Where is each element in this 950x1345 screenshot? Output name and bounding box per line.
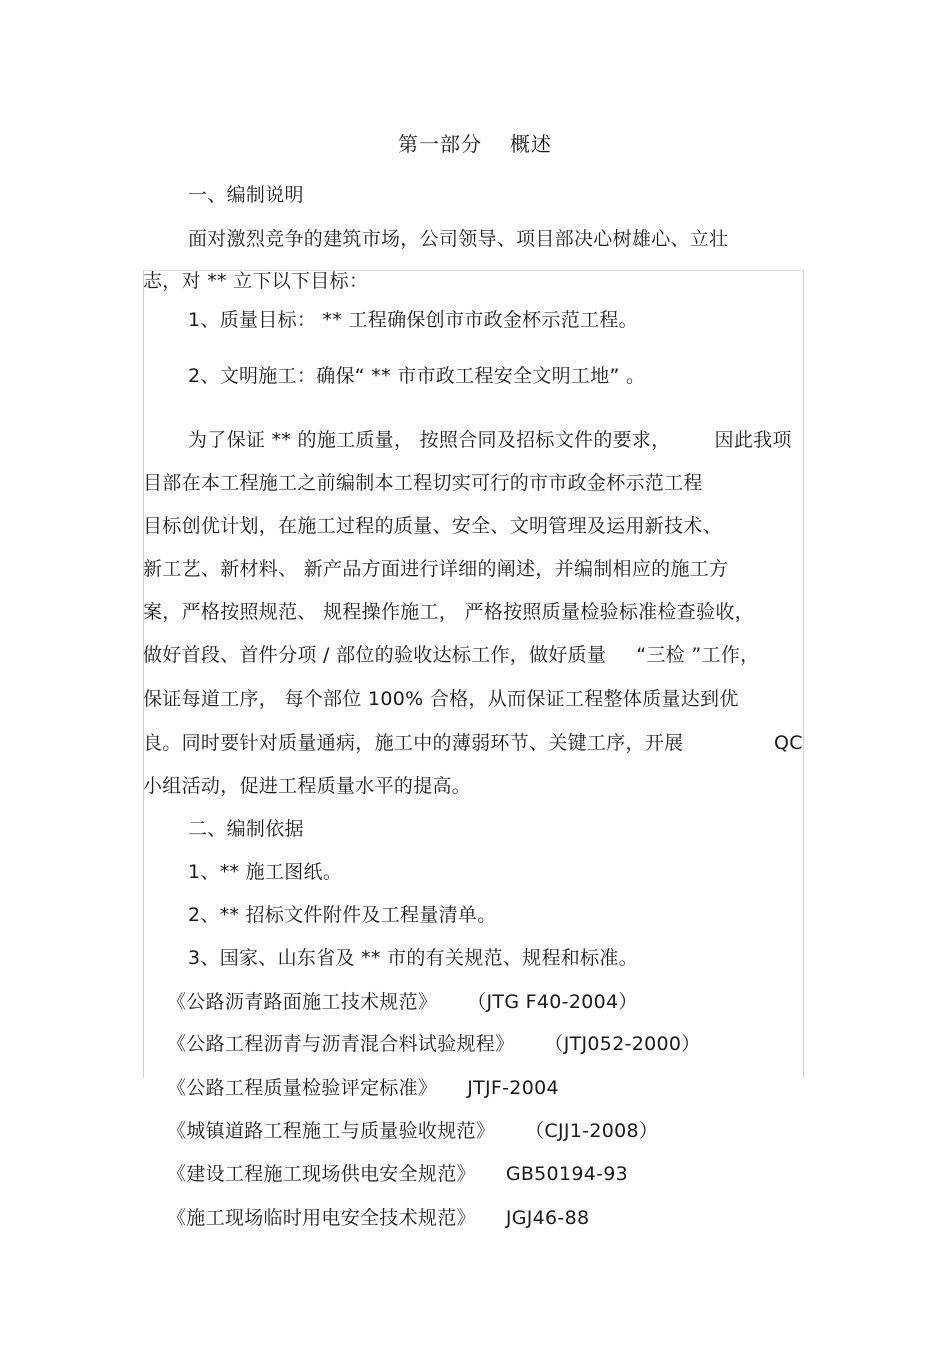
standard-name: 《公路工程沥青与沥青混合料试验规程》 [167, 1033, 515, 1055]
goal-civilized-construction: 2、文明施工：确保“ ** 市市政工程安全文明工地” 。 [188, 365, 646, 387]
para-line-9: 小组活动，促进工程质量水平的提高。 [143, 775, 472, 797]
standard-item [167, 1162, 628, 1186]
standard-code: JTJF-2004 [467, 1077, 559, 1099]
standard-code: GB50194-93 [505, 1163, 629, 1185]
basis-item-1: 1、** 施工图纸。 [188, 861, 343, 883]
goal-quality: 1、质量目标： ** 工程确保创市市政金杯示范工程。 [188, 309, 638, 331]
para-line-1 [188, 428, 792, 452]
para-line-3: 目标创优计划，在施工过程的质量、安全、文明管理及运用新技术、 [143, 515, 723, 537]
standard-code: JGJ46-88 [505, 1207, 590, 1229]
para-line-6 [143, 643, 759, 667]
para-line-1-b: 因此我项 [714, 429, 792, 451]
standard-name: 《施工现场临时用电安全技术规范》 [167, 1207, 476, 1229]
title-name: 概述 [510, 132, 552, 156]
standard-name: 《公路工程质量检验评定标准》 [167, 1077, 438, 1099]
standard-name: 《建设工程施工现场供电安全规范》 [167, 1163, 476, 1185]
standard-name: 《公路沥青路面施工技术规范》 [167, 991, 438, 1013]
standard-item [167, 1206, 589, 1230]
para-line-6-a: 做好首段、首件分项 / 部位的验收达标工作，做好质量 [143, 644, 607, 666]
title-part: 第一部分 [398, 132, 482, 156]
para-line-8-qc: QC [774, 732, 803, 754]
intro-line-2: 志，对 ** 立下以下目标： [143, 270, 369, 292]
standard-item [167, 1076, 559, 1100]
page-title [398, 132, 552, 156]
basis-item-3: 3、国家、山东省及 ** 市的有关规范、规程和标准。 [188, 947, 638, 969]
section1-heading: 一、编制说明 [188, 184, 304, 206]
standard-code: （JTG F40-2004） [467, 991, 638, 1013]
section2-heading: 二、编制依据 [188, 818, 304, 840]
para-line-1-a: 为了保证 ** 的施工质量， 按照合同及招标文件的要求， [188, 429, 671, 451]
para-line-8 [143, 731, 683, 755]
standard-item [167, 990, 638, 1014]
standard-code: （CJJ1-2008） [525, 1120, 659, 1142]
para-line-7: 保证每道工序， 每个部位 100% 合格，从而保证工程整体质量达到优 [143, 688, 739, 710]
para-line-4: 新工艺、新材料、 新产品方面进行详细的阐述，并编制相应的施工方 [143, 558, 729, 580]
intro-line-1: 面对激烈竞争的建筑市场，公司领导、项目部决心树雄心、立壮 [188, 228, 729, 250]
para-line-5: 案，严格按照规范、 规程操作施工， 严格按照质量检验标准检查验收， [143, 601, 754, 623]
basis-item-2: 2、** 招标文件附件及工程量清单。 [188, 904, 497, 926]
standard-item [167, 1032, 701, 1056]
para-line-2: 目部在本工程施工之前编制本工程切实可行的市市政金杯示范工程 [143, 472, 703, 494]
standard-item [167, 1119, 658, 1143]
para-line-6-b: “三检 ”工作， [636, 644, 760, 666]
para-line-8-a: 良。同时要针对质量通病，施工中的薄弱环节、关键工序，开展 [143, 732, 684, 754]
standard-code: （JTJ052-2000） [544, 1033, 701, 1055]
standard-name: 《城镇道路工程施工与质量验收规范》 [167, 1120, 496, 1142]
